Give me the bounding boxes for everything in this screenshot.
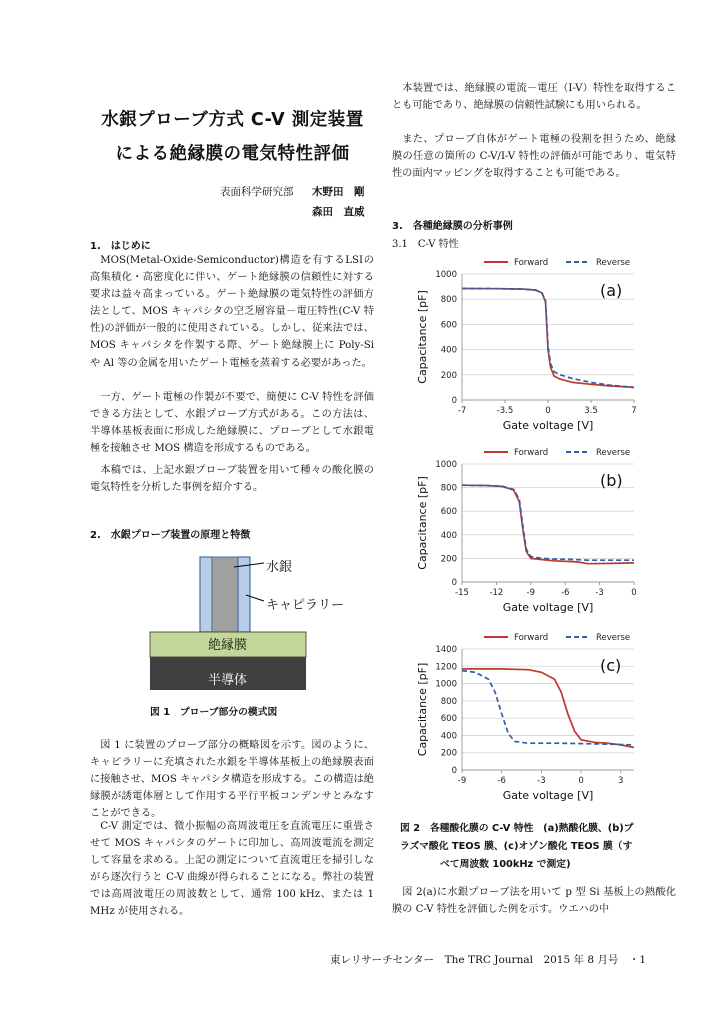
probe-diagram <box>148 555 348 690</box>
legend-label-forward: Forward <box>514 633 549 643</box>
x-tick-label: 0 <box>545 406 551 416</box>
y-tick-label: 600 <box>440 320 457 331</box>
x-tick-label: -9 <box>526 588 536 598</box>
author-1: 木野田 剛 <box>312 186 365 198</box>
y-tick-label: 1000 <box>435 679 457 690</box>
section-3-paragraph: 図 2(a)に水銀プローブ法を用いて p 型 Si 基板上の熱酸化膜の C-V 特性を評価した例を示す。ウエハの中 <box>392 887 676 916</box>
mercury-column <box>212 557 238 632</box>
x-tick-label: -6 <box>560 588 570 598</box>
section-2-paragraph-1: 図 1 に装置のプローブ部分の概略図を示す。図のように、キャピラリーに充填された水銀を半導体基板上の絶縁膜表面に接触させ、MOS キャパシタ構造を形成する。この構造は絶縁膜が誘電体層として作用する平行平板コンデンサとみなすことができる。 <box>90 740 374 820</box>
right-paragraph-1: 本装置では、絶縁膜の電流－電圧（I-V）特性を取得することも可能であり、絶縁膜の信頼性試験にも用いられる。 <box>392 83 676 112</box>
y-tick-label: 800 <box>440 696 457 707</box>
y-tick-label: 1200 <box>435 662 457 673</box>
x-tick-label: -7 <box>457 406 467 416</box>
x-axis-label: Gate voltage [V] <box>502 789 594 802</box>
y-tick-label: 600 <box>440 714 457 725</box>
legend-label-forward: Forward <box>514 258 549 268</box>
label-semiconductor: 半導体 <box>208 673 248 688</box>
label-insulator: 絶縁膜 <box>208 638 248 653</box>
chart-b <box>410 442 650 624</box>
y-axis-label: Capacitance [pF] <box>416 476 429 570</box>
figure-2-caption-line-2: ラズマ酸化 TEOS 膜、(c)オゾン酸化 TEOS 膜（す <box>400 841 633 852</box>
y-tick-label: 200 <box>440 748 457 759</box>
figure-2-caption-line-3: べて周波数 100kHz で測定) <box>440 859 571 870</box>
section-1-paragraph-3: 本稿では、上記水銀プローブ装置を用いて種々の酸化膜の電気特性を分析した事例を紹介する。 <box>90 465 374 494</box>
y-tick-label: 200 <box>440 370 457 381</box>
affiliation: 表面科学研究部 <box>220 186 294 198</box>
x-tick-label: -6 <box>497 776 506 786</box>
section-2-heading: 2. 水銀プローブ装置の原理と特徴 <box>90 530 251 541</box>
section-1-paragraph-1: MOS(Metal-Oxide-Semiconductor)構造を有するLSIの高集積化・高密度化に伴い、ゲート絶縁膜の信頼性に対する要求は益々高まっている。ゲート絶縁膜の電気特性の評価方法として、MOS キャパシタの空乏層容量－電圧特性(C-V 特性)の評価が一般的に使用されている。しかし、従来法では、MOS キャパシタを作製する際、ゲート絶縁膜上に Poly-Si や Al 等の金属を用いたゲート電極を蒸着する必要があった。 <box>90 255 374 369</box>
panel-label: (a) <box>600 281 623 300</box>
y-tick-label: 200 <box>440 554 457 565</box>
capillary-right-wall <box>238 557 250 632</box>
section-3-1-heading: 3.1 C-V 特性 <box>392 239 459 250</box>
y-axis-label: Capacitance [pF] <box>416 662 429 757</box>
series-line-reverse <box>462 485 634 560</box>
y-tick-label: 800 <box>440 295 457 306</box>
figure-1-caption: 図 1 プローブ部分の模式図 <box>150 707 278 718</box>
x-tick-label: -9 <box>457 776 467 786</box>
author-2: 森田 直威 <box>312 206 365 218</box>
x-tick-label: 0 <box>578 776 584 786</box>
title-line-1: 水銀プローブ方式 C-V 測定装置 <box>101 110 364 130</box>
capillary-left-wall <box>200 557 212 632</box>
legend-label-reverse: Reverse <box>596 633 631 643</box>
chart-c <box>410 627 650 812</box>
y-tick-label: 1000 <box>435 270 457 280</box>
legend-label-reverse: Reverse <box>596 448 631 458</box>
panel-label: (c) <box>600 656 622 675</box>
x-axis-label: Gate voltage [V] <box>502 419 594 432</box>
y-tick-label: 400 <box>440 345 457 356</box>
x-tick-label: 3.5 <box>584 406 598 416</box>
section-1-heading: 1. はじめに <box>90 241 151 252</box>
section-3-heading: 3. 各種絶縁膜の分析事例 <box>392 221 513 232</box>
section-2-paragraph-2: C-V 測定では、微小振幅の高周波電圧を直流電圧に重畳させて MOS キャパシタのゲートに印加し、高周波電流を測定して容量を求める。上記の測定について直流電圧を掃引しながら逐次行うと C-V 曲線が得られることになる。弊社の装置では高周波電圧の周波数として、通常 100 kHz、または 1 MHz が使用される。 <box>90 821 374 918</box>
x-tick-label: 3 <box>618 776 624 786</box>
title-line-2: による絶縁膜の電気特性評価 <box>115 144 350 164</box>
y-tick-label: 600 <box>440 507 457 518</box>
y-tick-label: 1400 <box>435 645 457 655</box>
y-tick-label: 400 <box>440 731 457 742</box>
x-axis-label: Gate voltage [V] <box>502 601 594 614</box>
section-1-paragraph-2: 一方、ゲート電極の作製が不要で、簡便に C-V 特性を評価できる方法として、水銀プローブ方式がある。この方法は、半導体基板表面に形成した絶縁膜に、プローブとして水銀電極を接触させ MOS 構造を形成するものである。 <box>90 392 374 455</box>
legend-label-forward: Forward <box>514 448 549 458</box>
legend-label-reverse: Reverse <box>596 258 631 268</box>
x-tick-label: -12 <box>489 588 504 598</box>
x-tick-label: -3 <box>595 588 604 598</box>
panel-label: (b) <box>600 471 623 490</box>
y-tick-label: 400 <box>440 530 457 541</box>
series-line-forward <box>462 485 634 564</box>
label-mercury: 水銀 <box>266 560 293 575</box>
y-tick-label: 0 <box>451 578 457 588</box>
chart-a <box>410 252 650 442</box>
y-axis-label: Capacitance [pF] <box>416 290 429 384</box>
right-paragraph-2: また、プローブ自体がゲート電極の役割を担うため、絶縁膜の任意の箇所の C-V/I-V 特性の評価が可能であり、電気特性の面内マッピングを取得することも可能である。 <box>392 134 676 180</box>
x-tick-label: 0 <box>631 588 637 598</box>
x-tick-label: -3.5 <box>496 406 514 416</box>
y-tick-label: 1000 <box>435 460 457 470</box>
x-tick-label: -3 <box>537 776 546 786</box>
y-tick-label: 0 <box>451 396 457 406</box>
series-line-reverse <box>462 671 634 745</box>
y-tick-label: 800 <box>440 483 457 494</box>
x-tick-label: 7 <box>631 406 637 416</box>
footer: 東レリサーチセンター The TRC Journal 2015 年 8 月号 ・1 <box>330 954 647 966</box>
x-tick-label: -15 <box>455 588 469 598</box>
label-capillary: キャピラリー <box>266 598 345 613</box>
figure-2-caption-line-1: 図 2 各種酸化膜の C-V 特性 (a)熱酸化膜、(b)プ <box>400 823 634 834</box>
y-tick-label: 0 <box>451 766 457 776</box>
series-line-forward <box>462 289 634 388</box>
